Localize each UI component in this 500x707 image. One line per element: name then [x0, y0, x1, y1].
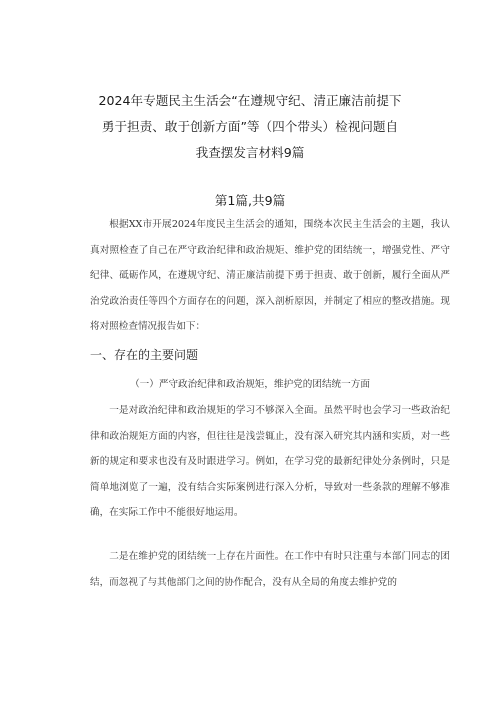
- subsection-heading: （一）严守政治纪律和政治规矩，维护党的团结统一方面: [130, 379, 370, 390]
- document-title-line-2: 勇于担责、敢于创新方面”等（四个带头）检视问题自: [101, 119, 399, 134]
- body-paragraph-2: 二是在维护党的团结统一上存在片面性。在工作中有时只注重与本部门同志的团结，而忽视了与其他部门之间的协作配合，没有从全局的角度去维护党的: [90, 551, 450, 588]
- document-subtitle: 第1篇,共9篇: [214, 193, 286, 208]
- body-paragraph-1: 一是对政治纪律和政治规矩的学习不够深入全面。虽然平时也会学习一些政治纪律和政治规矩方面的内容，但往往是浅尝辄止，没有深入研究其内涵和实质，对一些新的规定和要求也没有及时跟进学习。例如，在学习党的最新纪律处分条例时，只是简单地浏览了一遍，没有结合实际案例进行深入分析，导致对一些条款的理解不够准确，在实际工作中不能很好地运用。: [90, 405, 450, 518]
- document-title-line-3: 我查摆发言材料9篇: [195, 145, 305, 160]
- section-heading: 一、存在的主要问题: [90, 348, 199, 362]
- intro-paragraph: 根据XX市开展2024年度民主生活会的通知，围绕本次民主生活会的主题，我认真对照检查了自己在严守政治纪律和政治规矩、维护党的团结统一，增强党性、严守纪律、砥砺作风，在遵规守纪、清正廉洁前提下勇于担责、敢于创新，履行全面从严治党政治责任等四个方面存在的问题，深入剖析原因，并制定了相应的整改措施。现将对照检查情况报告如下：: [90, 219, 450, 332]
- document-title-line-1: 2024年专题民主生活会“在遵规守纪、清正廉洁前提下: [98, 93, 402, 108]
